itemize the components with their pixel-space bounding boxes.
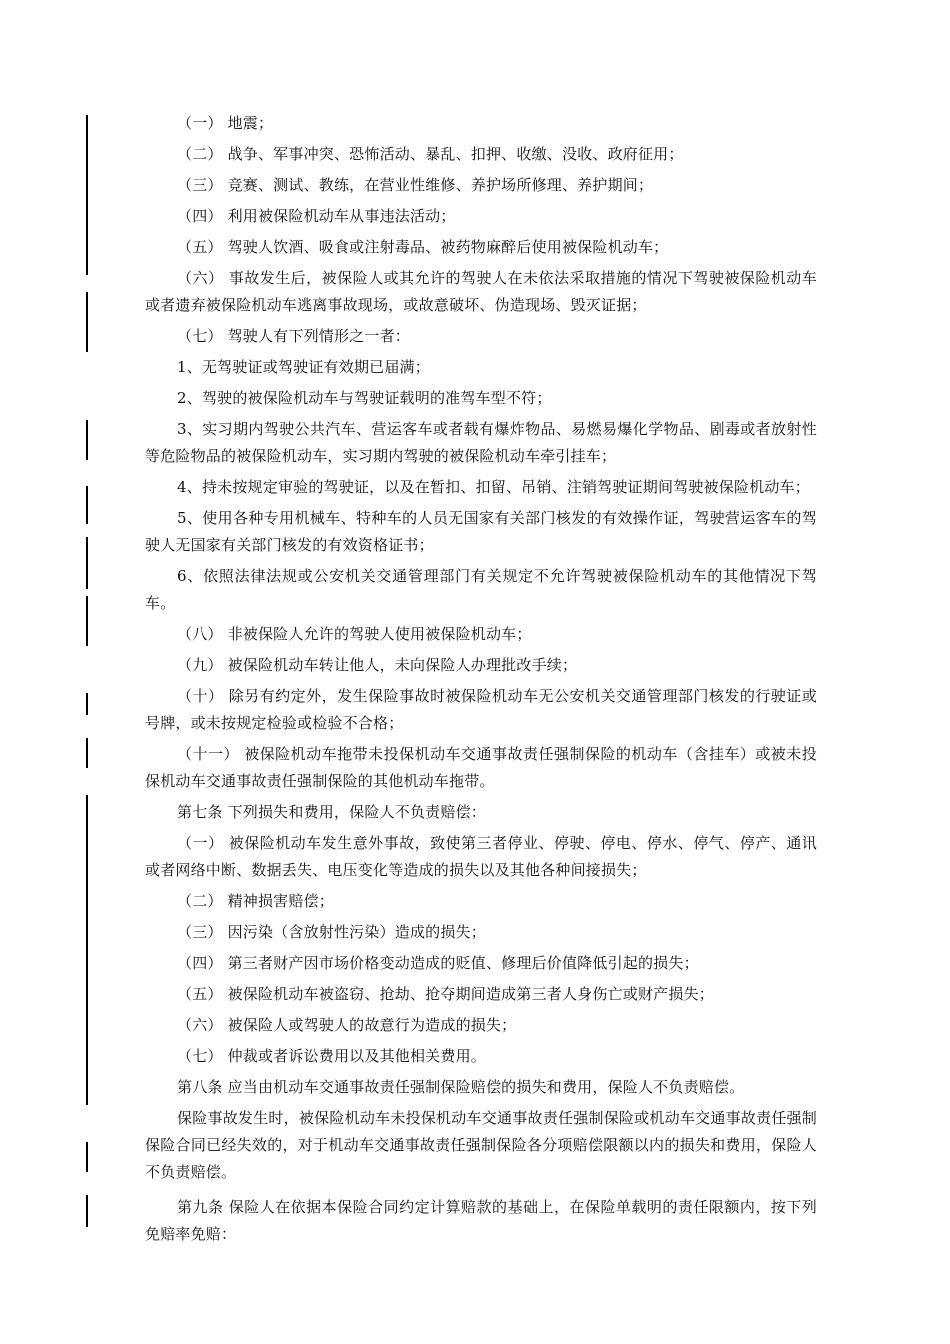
clause-paragraph: 3、实习期内驾驶公共汽车、营运客车或者载有爆炸物品、易燃易爆化学物品、剧毒或者放射性等危险物品的被保险机动车，实习期内驾驶的被保险机动车牵引挂车； bbox=[145, 420, 817, 465]
clause-paragraph: （三） 因污染（含放射性污染）造成的损失； bbox=[177, 923, 486, 941]
revision-bar bbox=[86, 1195, 88, 1227]
clause-paragraph: 1、无驾驶证或驾驶证有效期已届满； bbox=[177, 358, 430, 376]
clause-paragraph: （五） 驾驶人饮酒、吸食或注射毒品、被药物麻醉后使用被保险机动车； bbox=[177, 238, 669, 256]
clause-paragraph: 4、持未按规定审验的驾驶证，以及在暂扣、扣留、吊销、注销驾驶证期间驾驶被保险机动车； bbox=[177, 478, 810, 496]
revision-bar bbox=[86, 795, 88, 1105]
clause-paragraph: （一） 被保险机动车发生意外事故，致使第三者停业、停驶、停电、停水、停气、停产、通讯或者网络中断、数据丢失、电压变化等造成的损失以及其他各种间接损失； bbox=[145, 834, 817, 879]
revision-bar bbox=[86, 115, 88, 275]
clause-paragraph: （八） 非被保险人允许的驾驶人使用被保险机动车； bbox=[177, 625, 532, 643]
clause-paragraph: （二） 精神损害赔偿； bbox=[177, 892, 334, 910]
clause-paragraph: （六） 事故发生后，被保险人或其允许的驾驶人在未依法采取措施的情况下驾驶被保险机动车或者遗弃被保险机动车逃离事故现场，或故意破坏、伪造现场、毁灭证据； bbox=[145, 269, 817, 314]
revision-bar bbox=[86, 537, 88, 589]
revision-bar bbox=[86, 486, 88, 524]
clause-paragraph: （二） 战争、军事冲突、恐怖活动、暴乱、扣押、收缴、没收、政府征用； bbox=[177, 145, 684, 163]
clause-paragraph: （一） 地震； bbox=[177, 114, 274, 132]
revision-bar bbox=[86, 292, 88, 352]
clause-paragraph: （四） 利用被保险机动车从事违法活动； bbox=[177, 207, 456, 225]
clause-paragraph: （六） 被保险人或驾驶人的故意行为造成的损失； bbox=[177, 1016, 517, 1034]
clause-paragraph: 2、驾驶的被保险机动车与驾驶证载明的准驾车型不符； bbox=[177, 389, 552, 407]
clause-paragraph: （十） 除另有约定外，发生保险事故时被保险机动车无公安机关交通管理部门核发的行驶证或号牌，或未按规定检验或检验不合格； bbox=[145, 687, 817, 732]
clause-paragraph: （九） 被保险机动车转让他人，未向保险人办理批改手续； bbox=[177, 656, 578, 674]
revision-bar bbox=[86, 420, 88, 460]
clause-paragraph: （十一） 被保险机动车拖带未投保机动车交通事故责任强制保险的机动车（含挂车）或被未投保机动车交通事故责任强制保险的其他机动车拖带。 bbox=[145, 745, 817, 790]
article-heading: 第八条 应当由机动车交通事故责任强制保险赔偿的损失和费用，保险人不负责赔偿。 bbox=[177, 1078, 745, 1096]
revision-bar bbox=[86, 738, 88, 768]
article-heading: 第七条 下列损失和费用，保险人不负责赔偿： bbox=[177, 803, 486, 821]
body-text bbox=[145, 110, 817, 1252]
clause-paragraph: 5、使用各种专用机械车、特种车的人员无国家有关部门核发的有效操作证，驾驶营运客车的驾驶人无国家有关部门核发的有效资格证书； bbox=[145, 509, 817, 554]
revision-bar bbox=[86, 693, 88, 715]
revision-bar bbox=[86, 596, 88, 646]
article-heading: 第九条 保险人在依据本保险合同约定计算赔款的基础上，在保险单载明的责任限额内，按下列免赔率免赔： bbox=[145, 1198, 817, 1243]
clause-paragraph: 保险事故发生时，被保险机动车未投保机动车交通事故责任强制保险或机动车交通事故责任强制保险合同已经失效的，对于机动车交通事故责任强制保险各分项赔偿限额以内的损失和费用，保险人不负责赔偿。 bbox=[145, 1109, 817, 1181]
clause-paragraph: （七） 仲裁或者诉讼费用以及其他相关费用。 bbox=[177, 1047, 486, 1065]
clause-paragraph: （五） 被保险机动车被盗窃、抢劫、抢夺期间造成第三者人身伤亡或财产损失； bbox=[177, 985, 714, 1003]
revision-bar bbox=[86, 1142, 88, 1172]
clause-paragraph: （三） 竞赛、测试、教练，在营业性维修、养护场所修理、养护期间； bbox=[177, 176, 654, 194]
clause-paragraph: 6、依照法律法规或公安机关交通管理部门有关规定不允许驾驶被保险机动车的其他情况下驾车。 bbox=[145, 567, 817, 612]
clause-paragraph: （七） 驾驶人有下列情形之一者： bbox=[177, 327, 410, 345]
clause-paragraph: （四） 第三者财产因市场价格变动造成的贬值、修理后价值降低引起的损失； bbox=[177, 954, 699, 972]
